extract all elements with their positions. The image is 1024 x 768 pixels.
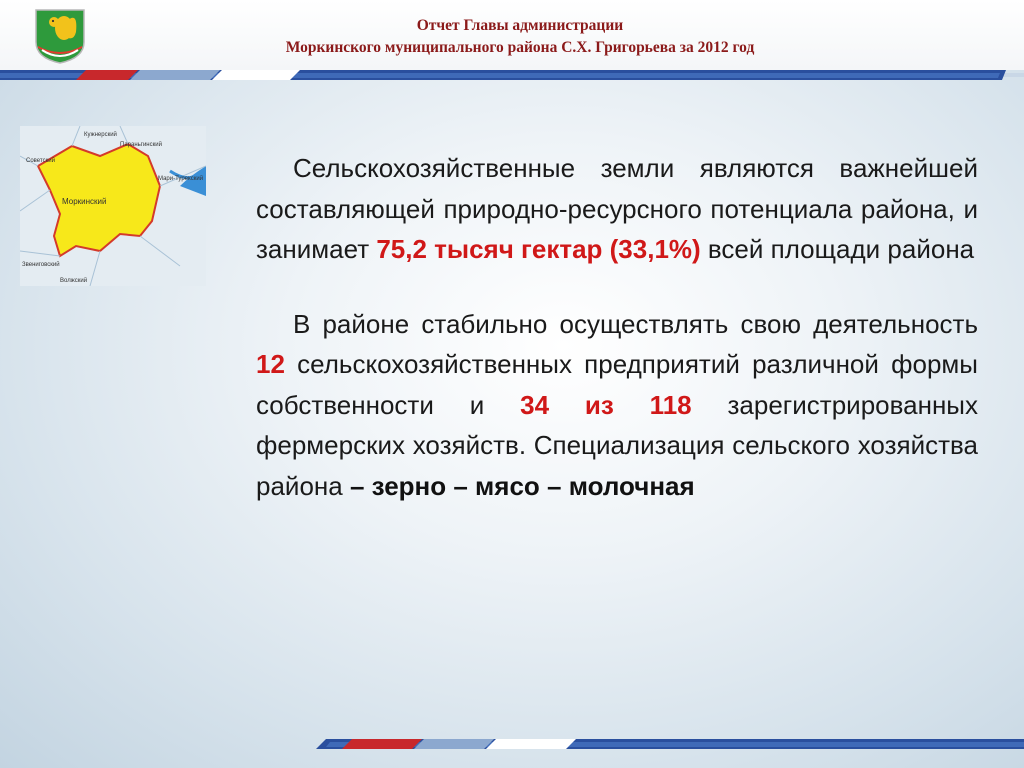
text-segment: зарегистрированных фермерских хозяйств. Специализация сельского хозяйства района <box>256 389 978 501</box>
coat-of-arms-icon <box>34 8 86 64</box>
header-bar <box>0 0 1024 70</box>
report-title <box>120 15 920 59</box>
decorative-stripe-top <box>0 68 1024 82</box>
highlight-enterprises-count: 12 <box>256 349 285 379</box>
report-title-line1: Отчет Главы администрации <box>416 17 624 34</box>
map-label-paranginsky: Параньгинский <box>120 142 162 148</box>
main-text <box>256 148 978 540</box>
map-label-morkinsky: Моркинский <box>62 197 107 206</box>
text-segment: В районе стабильно осуществлять свою деятельность <box>293 308 978 339</box>
text-segment: Сельскохозяйственные земли являются важнейшей составляющей природно-ресурсного потенциала района, и занимает <box>256 153 978 264</box>
highlight-farms-count: 34 из 118 <box>520 389 692 420</box>
text-segment: всей площади района <box>700 234 975 264</box>
text-segment: сельскохозяйственных предприятий различной формы собственности и <box>256 349 978 420</box>
report-title-line2: Моркинского муниципального района С.Х. Григорьева за 2012 год <box>285 39 755 56</box>
paragraph-agricultural-land <box>256 148 978 270</box>
district-map <box>20 126 206 286</box>
paragraph-enterprises <box>256 304 978 507</box>
specialization-text: – зерно – мясо – молочная <box>349 470 695 501</box>
map-label-volzhsky: Волжский <box>60 278 88 284</box>
map-label-zvenigovsky: Звениговский <box>22 262 60 268</box>
map-label-mari-tureksky: Мари-Турекский <box>158 176 204 182</box>
decorative-stripe-bottom <box>0 737 1024 751</box>
highlight-area-value: 75,2 тысяч гектар (33,1%) <box>376 234 701 264</box>
map-label-sovetsky: Советский <box>26 158 55 164</box>
map-label-kuzhenersky: Кужнерский <box>84 132 117 138</box>
